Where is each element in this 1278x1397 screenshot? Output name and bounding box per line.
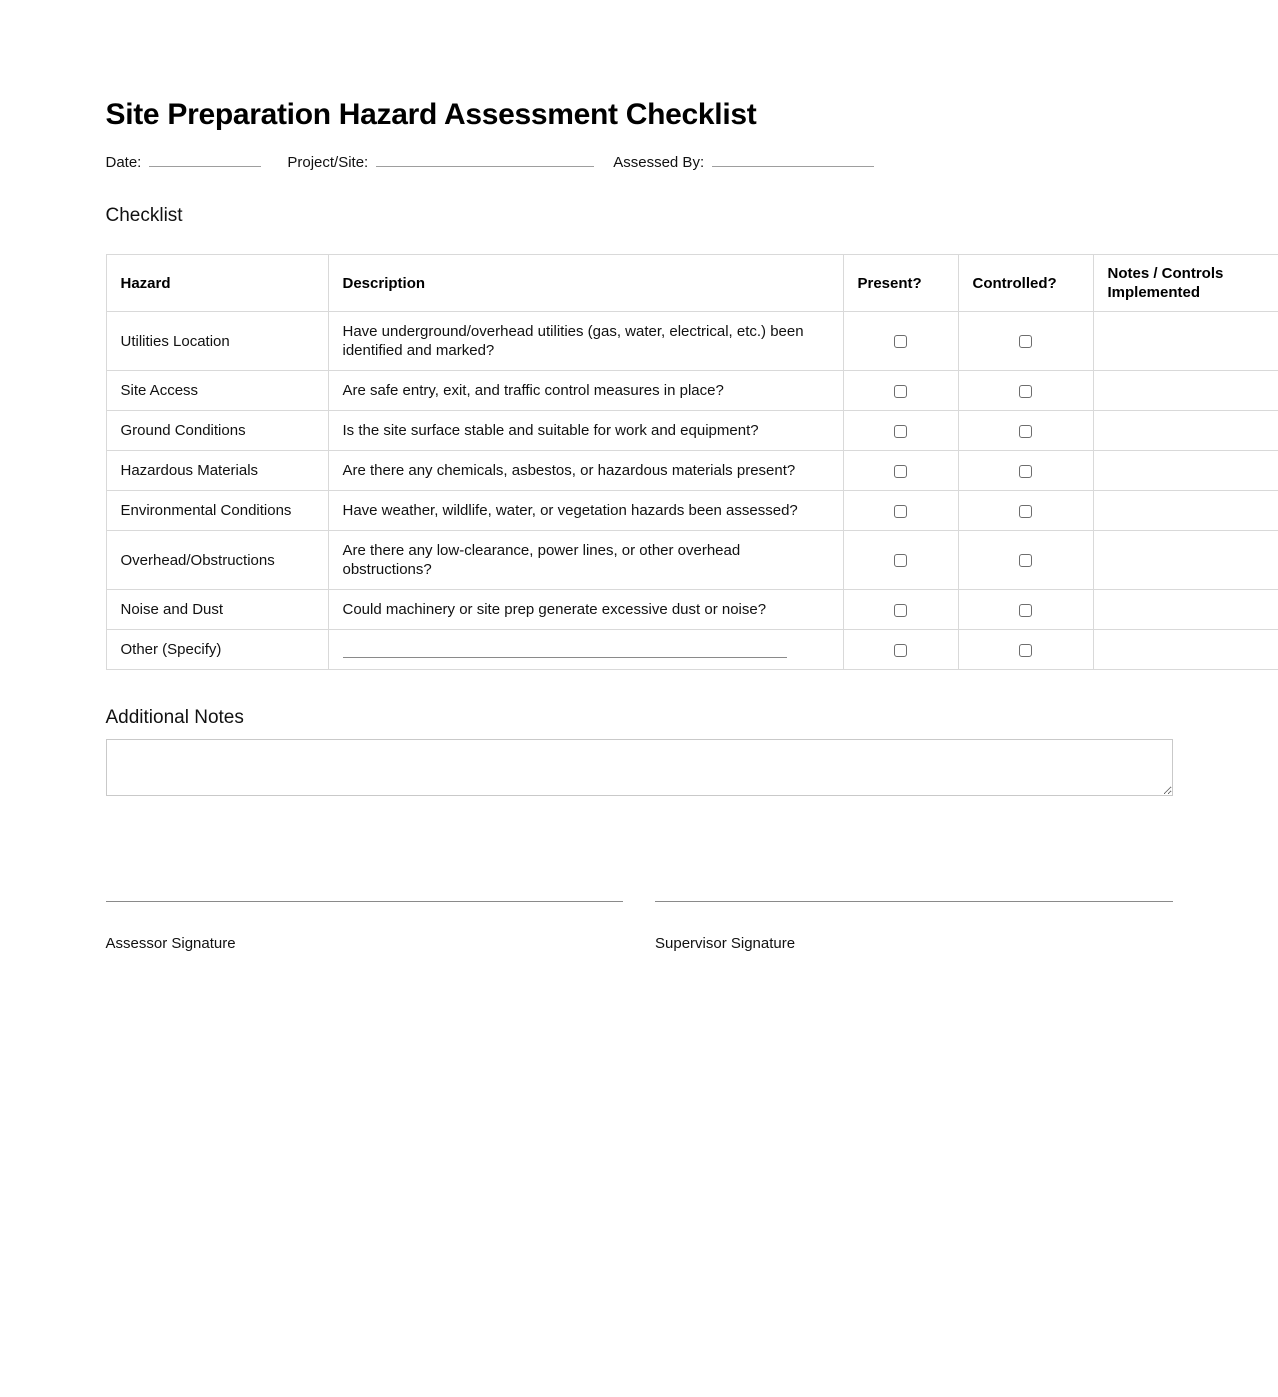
checklist-heading: Checklist <box>106 205 1173 227</box>
supervisor-signature-line <box>655 901 1173 902</box>
controlled-cell <box>958 491 1093 531</box>
description-cell <box>328 411 843 451</box>
table-row <box>106 531 1278 590</box>
description-text: Have underground/overhead utilities (gas, water, electrical, etc.) been identified and marked? <box>343 323 804 359</box>
description-cell <box>328 491 843 531</box>
date-label: Date: <box>106 153 142 173</box>
header-notes: Notes / Controls Implemented <box>1093 255 1278 312</box>
checklist-table-head <box>106 255 1278 312</box>
description-cell <box>328 371 843 411</box>
hazard-cell: Site Access <box>106 371 328 411</box>
present-cell <box>843 451 958 491</box>
header-controlled: Controlled? <box>958 255 1093 312</box>
present-cell <box>843 371 958 411</box>
table-row <box>106 312 1278 371</box>
description-cell <box>328 590 843 630</box>
description-text: Are safe entry, exit, and traffic control measures in place? <box>343 382 724 399</box>
project-site-label: Project/Site: <box>287 153 368 173</box>
description-text: Is the site surface stable and suitable for work and equipment? <box>343 422 759 439</box>
table-row <box>106 371 1278 411</box>
table-row <box>106 411 1278 451</box>
controlled-checkbox[interactable] <box>1019 335 1032 348</box>
controlled-checkbox[interactable] <box>1019 385 1032 398</box>
table-row <box>106 590 1278 630</box>
document-page <box>106 97 1173 954</box>
checklist-table <box>106 254 1278 670</box>
hazard-cell: Overhead/Obstructions <box>106 531 328 590</box>
description-cell <box>328 312 843 371</box>
notes-cell <box>1093 411 1278 451</box>
controlled-cell <box>958 411 1093 451</box>
controlled-checkbox[interactable] <box>1019 425 1032 438</box>
specify-blank-line <box>343 641 787 658</box>
hazard-cell: Noise and Dust <box>106 590 328 630</box>
notes-cell <box>1093 312 1278 371</box>
controlled-checkbox[interactable] <box>1019 644 1032 657</box>
controlled-cell <box>958 531 1093 590</box>
description-cell <box>328 630 843 670</box>
additional-notes-textarea[interactable] <box>106 739 1173 796</box>
date-field <box>106 151 262 173</box>
project-site-blank-line <box>376 151 594 167</box>
additional-notes-heading: Additional Notes <box>106 707 1173 729</box>
hazard-cell: Ground Conditions <box>106 411 328 451</box>
header-present: Present? <box>843 255 958 312</box>
description-cell <box>328 451 843 491</box>
assessor-signature-block <box>106 901 624 954</box>
present-checkbox[interactable] <box>894 335 907 348</box>
controlled-cell <box>958 371 1093 411</box>
present-cell <box>843 531 958 590</box>
controlled-checkbox[interactable] <box>1019 604 1032 617</box>
notes-cell <box>1093 531 1278 590</box>
controlled-cell <box>958 451 1093 491</box>
present-checkbox[interactable] <box>894 505 907 518</box>
controlled-cell <box>958 312 1093 371</box>
assessed-by-label: Assessed By: <box>613 153 704 173</box>
table-row <box>106 451 1278 491</box>
assessed-by-field <box>613 151 874 173</box>
present-cell <box>843 491 958 531</box>
present-checkbox[interactable] <box>894 644 907 657</box>
assessor-signature-label: Assessor Signature <box>106 934 624 954</box>
controlled-checkbox[interactable] <box>1019 465 1032 478</box>
header-description: Description <box>328 255 843 312</box>
notes-cell <box>1093 630 1278 670</box>
description-text: Have weather, wildlife, water, or vegetation hazards been assessed? <box>343 502 798 519</box>
signature-row <box>106 901 1173 954</box>
controlled-checkbox[interactable] <box>1019 554 1032 567</box>
present-cell <box>843 411 958 451</box>
present-cell <box>843 630 958 670</box>
notes-cell <box>1093 491 1278 531</box>
present-checkbox[interactable] <box>894 385 907 398</box>
hazard-cell: Utilities Location <box>106 312 328 371</box>
present-cell <box>843 312 958 371</box>
header-row <box>106 255 1278 312</box>
project-site-field <box>287 151 594 173</box>
hazard-cell: Other (Specify) <box>106 630 328 670</box>
page-title: Site Preparation Hazard Assessment Checklist <box>106 97 1173 132</box>
table-row <box>106 491 1278 531</box>
supervisor-signature-block <box>655 901 1173 954</box>
description-cell <box>328 531 843 590</box>
checklist-table-body <box>106 312 1278 670</box>
notes-cell <box>1093 371 1278 411</box>
controlled-checkbox[interactable] <box>1019 505 1032 518</box>
notes-cell <box>1093 590 1278 630</box>
present-cell <box>843 590 958 630</box>
hazard-cell: Hazardous Materials <box>106 451 328 491</box>
description-text: Are there any chemicals, asbestos, or hazardous materials present? <box>343 462 796 479</box>
hazard-cell: Environmental Conditions <box>106 491 328 531</box>
assessed-by-blank-line <box>712 151 874 167</box>
notes-cell <box>1093 451 1278 491</box>
description-text: Could machinery or site prep generate excessive dust or noise? <box>343 601 767 618</box>
assessor-signature-line <box>106 901 624 902</box>
meta-fields-row <box>106 151 1173 173</box>
table-row <box>106 630 1278 670</box>
description-text: Are there any low-clearance, power lines, or other overhead obstructions? <box>343 542 741 578</box>
present-checkbox[interactable] <box>894 465 907 478</box>
supervisor-signature-label: Supervisor Signature <box>655 934 1173 954</box>
present-checkbox[interactable] <box>894 554 907 567</box>
present-checkbox[interactable] <box>894 425 907 438</box>
controlled-cell <box>958 590 1093 630</box>
header-hazard: Hazard <box>106 255 328 312</box>
date-blank-line <box>149 151 261 167</box>
controlled-cell <box>958 630 1093 670</box>
present-checkbox[interactable] <box>894 604 907 617</box>
